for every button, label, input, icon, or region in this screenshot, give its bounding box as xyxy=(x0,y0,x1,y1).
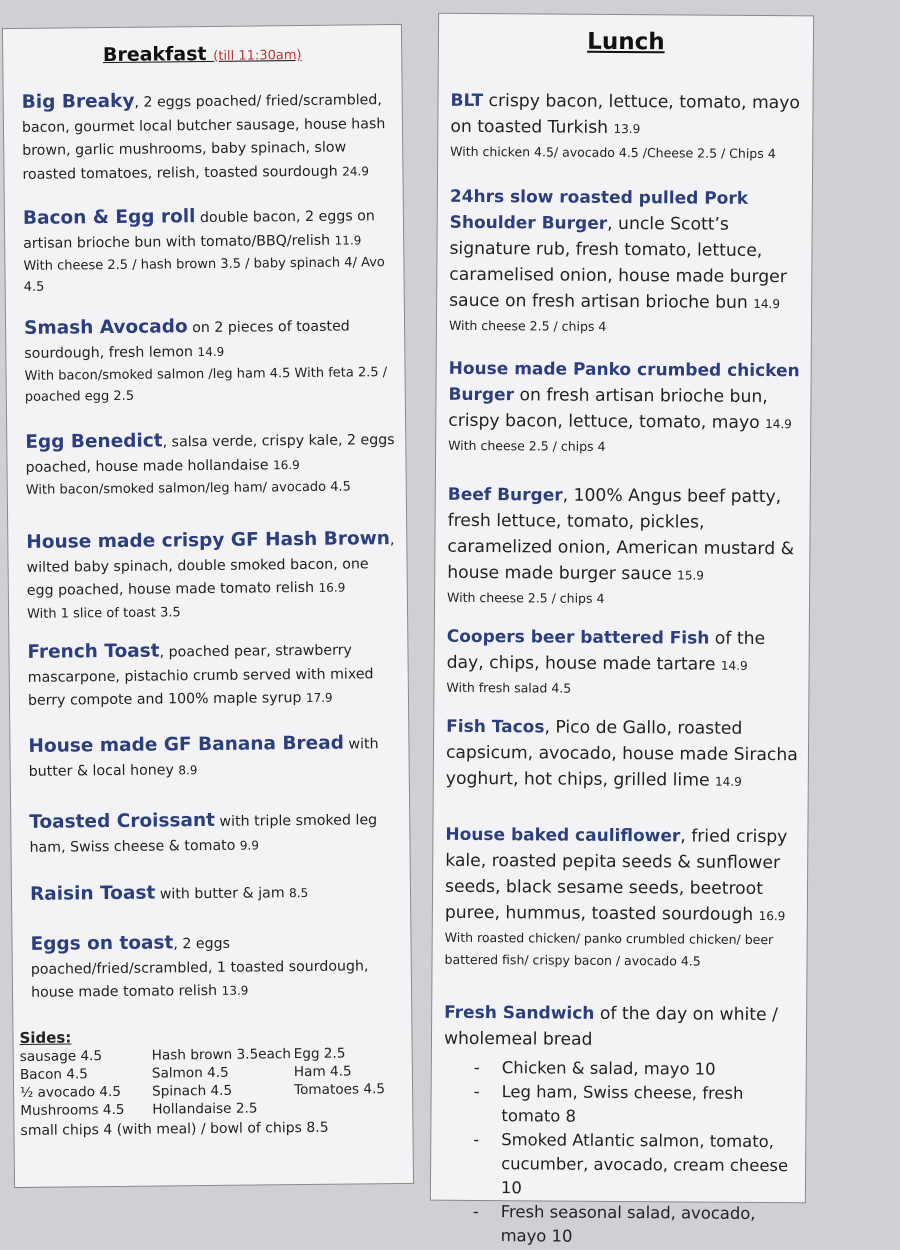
item-name: House made crispy GF Hash Brown xyxy=(26,528,391,553)
breakfast-title: Breakfast xyxy=(102,42,207,67)
menu-item-battered-fish xyxy=(446,624,805,701)
item-extras: With cheese 2.5 / chips 4 xyxy=(447,589,605,606)
item-price: 17.9 xyxy=(305,690,333,705)
item-description: crispy bacon, lettuce, tomato, mayo on toasted Turkish xyxy=(450,91,801,138)
item-description: , Pico de Gallo, roasted capsicum, avocado, house made Siracha yoghurt, hot chips, grilled lime xyxy=(445,717,798,791)
item-name: BLT xyxy=(450,90,484,112)
sides-list xyxy=(20,1045,409,1119)
item-description: , fried crispy kale, roasted pepita seeds & sunflower seeds, black sesame seeds, beetroot puree, hummus, toasted sourdough xyxy=(444,826,788,925)
item-description: , salsa verde, crispy kale, 2 eggs poached, house made hollandaise xyxy=(25,432,395,476)
item-extras: With roasted chicken/ panko crumbled chicken/ beer battered fish/ crispy bacon / avocado 4.5 xyxy=(444,929,774,969)
sandwich-option: - Leg ham, Swiss cheese, fresh tomato 8 xyxy=(473,1080,801,1130)
menu-item-raisin-toast xyxy=(30,879,402,908)
sandwich-options xyxy=(443,1056,802,1250)
item-name: House made GF Banana Bread xyxy=(28,732,345,757)
menu-item-gf-hash-brown xyxy=(26,527,399,624)
item-name: Big Breaky xyxy=(21,90,135,113)
item-name: House made Panko crumbed chicken Burger xyxy=(448,358,800,406)
menu-item-fresh-sandwich xyxy=(443,1000,803,1250)
item-name: Toasted Croissant xyxy=(29,809,216,833)
item-price: 14.9 xyxy=(197,344,225,359)
item-description: of the day, chips, house made tartare xyxy=(446,628,766,675)
item-description: , poached pear, strawberry mascarpone, pistachio crumb served with mixed berry compote and 100% maple syrup xyxy=(27,642,374,709)
lunch-menu-page xyxy=(430,13,814,1246)
item-description: , 2 eggs poached/ fried/scrambled, bacon, gourmet local butcher sausage, house hash brown, garlic mushrooms, baby spinach, slow roasted tomatoes, relish, toasted sourdough xyxy=(21,92,386,183)
item-price: 14.9 xyxy=(765,416,792,432)
item-price: 24.9 xyxy=(342,163,369,179)
side-item: Mushrooms 4.5 xyxy=(20,1101,125,1119)
item-price: 14.9 xyxy=(753,296,781,312)
side-item: Hollandaise 2.5 xyxy=(152,1100,258,1118)
item-description: with butter & jam xyxy=(155,885,285,903)
breakfast-hours: (till 11:30am) xyxy=(213,47,302,64)
item-name: Bacon & Egg roll xyxy=(22,206,196,229)
item-extras: With cheese 2.5 / hash brown 3.5 / baby spinach 4/ Avo 4.5 xyxy=(23,255,385,295)
menu-item-beef-burger xyxy=(447,482,806,611)
sandwich-option: - Smoked Atlantic salmon, tomato, cucumber, avocado, cream cheese 10 xyxy=(473,1128,801,1202)
item-name: Coopers beer battered Fish xyxy=(446,626,710,649)
item-description: , wilted baby spinach, double smoked bacon, one egg poached, house made tomato relish xyxy=(26,532,395,599)
menu-item-french-toast xyxy=(27,637,400,713)
item-description: , 100% Angus beef patty, fresh lettuce, tomato, pickles, caramelized onion, American mustard & house made burger sauce xyxy=(447,485,795,585)
side-item: Salmon 4.5 xyxy=(151,1064,229,1082)
side-item: Bacon 4.5 xyxy=(19,1066,88,1083)
side-item: Ham 4.5 xyxy=(293,1063,352,1081)
side-item: Spinach 4.5 xyxy=(151,1082,233,1100)
item-name: Beef Burger xyxy=(447,484,563,506)
side-chips: small chips 4 (with meal) / bowl of chips 8.5 xyxy=(20,1119,329,1139)
item-name: Raisin Toast xyxy=(29,882,156,905)
menu-item-big-breaky xyxy=(22,87,395,187)
breakfast-menu-page xyxy=(2,24,414,1188)
side-item xyxy=(294,1099,404,1116)
item-name: Fresh Sandwich xyxy=(444,1002,595,1024)
item-extras: With cheese 2.5 / chips 4 xyxy=(448,317,607,334)
menu-item-toasted-croissant xyxy=(29,807,401,860)
item-description: on 2 pieces of toasted sourdough, fresh lemon xyxy=(24,318,350,362)
item-name: Eggs on toast xyxy=(30,932,174,955)
menu-item-eggs-on-toast xyxy=(30,929,403,1005)
item-extras: With chicken 4.5/ avocado 4.5 /Cheese 2.5 / Chips 4 xyxy=(450,143,776,162)
item-name: Egg Benedict xyxy=(25,430,163,453)
side-item: ½ avocado 4.5 xyxy=(20,1083,122,1101)
item-extras: With fresh salad 4.5 xyxy=(446,679,572,696)
item-price: 11.9 xyxy=(334,232,362,248)
item-description: , 2 eggs poached/fried/scrambled, 1 toasted sourdough, house made tomato relish xyxy=(30,935,369,1001)
item-extras: With cheese 2.5 / chips 4 xyxy=(448,437,606,454)
item-name: Fish Tacos xyxy=(446,716,545,738)
item-description: double bacon, 2 eggs on artisan brioche bun with tomato/BBQ/relish xyxy=(23,208,375,252)
item-price: 14.9 xyxy=(720,658,748,673)
item-price: 16.9 xyxy=(758,908,786,924)
side-item: Tomatoes 4.5 xyxy=(293,1081,386,1099)
breakfast-heading xyxy=(3,41,401,67)
item-price: 8.9 xyxy=(178,762,198,777)
sandwich-option: - Fresh seasonal salad, avocado, mayo 10 xyxy=(473,1200,801,1250)
item-price: 15.9 xyxy=(677,568,704,583)
item-name: French Toast xyxy=(27,640,160,663)
menu-item-smash-avocado xyxy=(24,313,397,408)
sides-section xyxy=(19,1025,408,1139)
item-price: 16.9 xyxy=(272,457,300,472)
item-price: 13.9 xyxy=(613,121,641,137)
menu-item-blt xyxy=(450,88,809,165)
item-extras: With bacon/smoked salmon /leg ham 4.5 With feta 2.5 / poached egg 2.5 xyxy=(24,365,388,405)
item-price: 8.5 xyxy=(289,885,309,901)
menu-item-banana-bread xyxy=(28,731,400,784)
menu-item-bacon-egg-roll xyxy=(23,203,396,298)
sides-title: Sides: xyxy=(19,1028,72,1047)
menu-item-pulled-pork-burger xyxy=(449,184,808,339)
item-description: on fresh artisan brioche bun, crispy bacon, lettuce, tomato, mayo xyxy=(448,385,768,433)
lunch-title: Lunch xyxy=(587,28,665,56)
side-item: sausage 4.5 xyxy=(19,1048,103,1065)
item-name: Smash Avocado xyxy=(23,316,188,339)
item-extras: With 1 slice of toast 3.5 xyxy=(26,604,181,622)
side-item: Egg 2.5 xyxy=(293,1045,346,1063)
item-price: 9.9 xyxy=(239,837,260,853)
side-item: Hash brown 3.5each xyxy=(151,1046,292,1064)
item-price: 14.9 xyxy=(714,774,742,789)
menu-item-baked-cauliflower xyxy=(444,822,803,973)
item-price: 16.9 xyxy=(318,580,346,595)
item-description: , uncle Scott’s signature rub, fresh tomato, lettuce, caramelised onion, house made burger sauce on fresh artisan brioche bun xyxy=(449,213,787,313)
item-description: with triple smoked leg ham, Swiss cheese & tomato xyxy=(29,812,378,856)
item-price: 13.9 xyxy=(221,983,249,998)
menu-item-chicken-burger xyxy=(448,356,807,459)
menu-item-fish-tacos xyxy=(446,714,805,795)
menu-item-egg-benedict xyxy=(25,427,398,501)
item-description: with butter & local honey xyxy=(28,736,379,780)
item-extras: With bacon/smoked salmon/leg ham/ avocado 4.5 xyxy=(25,479,351,498)
item-name: 24hrs slow roasted pulled Pork Shoulder Burger xyxy=(449,186,749,234)
sandwich-option: - Chicken & salad, mayo 10 xyxy=(474,1056,802,1082)
item-name: House baked cauliflower xyxy=(445,824,681,847)
item-description: of the day on white / wholemeal bread xyxy=(443,1003,778,1050)
